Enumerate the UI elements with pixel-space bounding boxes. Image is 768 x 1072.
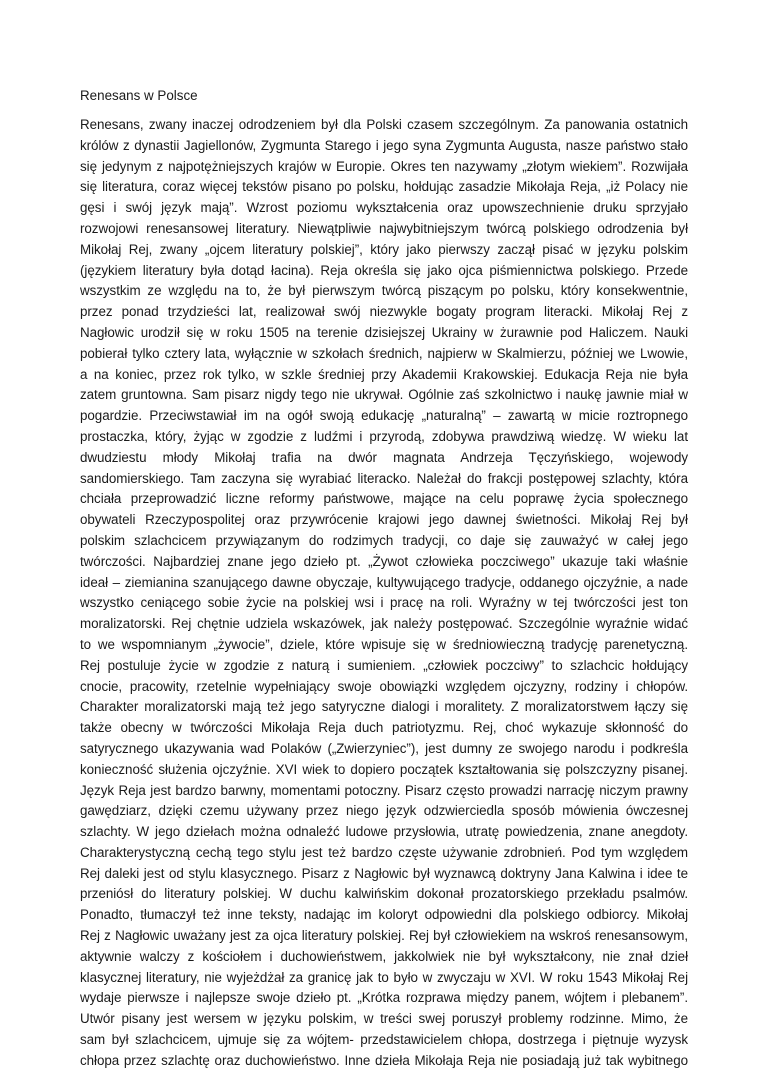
paragraph-line: aktywnie walczy z kościołem i duchowieństwem, jakkolwiek nie był wykształcony, nie znał dzieł bbox=[80, 948, 688, 964]
paragraph-line: klasycznej literatury, nie wyjeżdżał za granicę jak to było w zwyczaju w XVI. W roku 1543 Mikołaj Rej bbox=[80, 969, 688, 985]
paragraph-line: Renesans, zwany inaczej odrodzeniem był dla Polski czasem szczególnym. Za panowania ostatnich bbox=[80, 117, 688, 132]
paragraph-line: Nagłowic urodził się w roku 1505 na terenie dzisiejszej Ukrainy w żurawnie pod Haliczem. Nauki bbox=[80, 324, 688, 340]
document-body bbox=[80, 115, 688, 1072]
paragraph-line: pogardzie. Przeciwstawiał im na ogół swoją edukację „naturalną” – zawartą w micie roztropnego bbox=[80, 408, 688, 424]
paragraph-line: satyrycznego ukazywania wad Polaków („Zwierzyniec”), jest dumny ze swojego narodu i podkreśla bbox=[80, 740, 688, 756]
paragraph-line: Charakterystyczną cechą tego stylu jest też bardzo częste używanie zdrobnień. Pod tym względem bbox=[80, 844, 688, 860]
paragraph-line: sam był szlachcicem, ujmuje się za wójtem- przedstawicielem chłopa, dostrzega i piętnuje wyzysk bbox=[80, 1032, 688, 1048]
paragraph-line: konieczność służenia ojczyźnie. XVI wiek to dopiero początek kształtowania się polszczyzny pisanej. bbox=[80, 761, 688, 777]
paragraph-line: (językiem literatury była dotąd łacina). Reja określa się jako ojca piśmiennictwa polskiego. Przede bbox=[80, 262, 688, 278]
paragraph-line: się literatura, coraz więcej tekstów pisano po polsku, hołdując zasadzie Mikołaja Reja, „iż Polacy nie bbox=[80, 179, 688, 195]
paragraph-line: Mikołaj Rej, zwany „ojcem literatury polskiej”, który jako pierwszy zaczął pisać w języku polskim bbox=[80, 241, 688, 257]
paragraph-line: Ponadto, tłumaczył też inne teksty, nadając im koloryt odpowiedni dla polskiego odbiorcy. Mikołaj bbox=[80, 907, 688, 923]
paragraph-line: Rej daleki jest od stylu klasycznego. Pisarz z Nagłowic był wyznawcą doktryny Jana Kalwina i idee te bbox=[80, 865, 688, 881]
paragraph-line: polskim szlachcicem przywiązanym do rodzimych tradycji, co daje się zauważyć w całej jego bbox=[80, 532, 688, 548]
paragraph-line: także obecny w twórczości Mikołaja Reja duch patriotyzmu. Rej, choć wykazuje skłonność do bbox=[80, 720, 688, 736]
paragraph-line: gęsi i swój język mają”. Wzrost poziomu wykształcenia oraz upowszechnienie druku sprzyjało bbox=[80, 200, 688, 216]
document-page bbox=[80, 86, 688, 1072]
paragraph-line: ideał – ziemianina szanującego dawne obyczaje, kultywującego tradycje, oddanego ojczyźnie, a nade bbox=[80, 574, 688, 590]
paragraph-line: gawędziarz, dzięki czemu używany przez niego język odzwierciedla sposób mówienia ówczesnej bbox=[80, 803, 688, 819]
paragraph-line: moralizatorski. Rej chętnie udziela wskazówek, jak należy postępować. Szczególnie wyraźnie widać bbox=[80, 616, 688, 632]
paragraph-line: królów z dynastii Jagiellonów, Zygmunta Starego i jego syna Zygmunta Augusta, nasze państwo stało bbox=[80, 137, 688, 153]
paragraph-line: Rej postuluje życie w zgodzie z naturą i sumieniem. „człowiek poczciwy” to szlachcic hołdujący bbox=[80, 657, 688, 673]
paragraph-line: przeniósł do literatury polskiej. W duchu kalwińskim dokonał prozatorskiego przekładu psalmów. bbox=[80, 886, 688, 902]
paragraph-line: wszystko ceniącego sobie życie na polskiej wsi i pracę na roli. Wyraźny w tej twórczości jest ton bbox=[80, 595, 688, 611]
paragraph-line: dwudziestu młody Mikołaj trafia na dwór magnata Andrzeja Tęczyńskiego, wojewody bbox=[80, 449, 688, 465]
paragraph-line: zatem gruntowna. Sam pisarz nigdy tego nie ukrywał. Ogólnie zaś szkolnictwo i naukę jawnie miał w bbox=[80, 387, 688, 403]
paragraph-line: się jedynym z najpotężniejszych krajów w Europie. Okres ten nazywamy „złotym wiekiem”. Rozwijała bbox=[80, 158, 688, 174]
paragraph-line: Rej z Nagłowic uważany jest za ojca literatury polskiej. Rej był człowiekiem na wskroś renesansowym, bbox=[80, 928, 688, 944]
paragraph-line: wydaje pierwsze i najlepsze swoje dzieło pt. „Krótka rozprawa między panem, wójtem i plebanem”. bbox=[80, 990, 688, 1006]
paragraph-line: Charakter moralizatorski mają też jego satyryczne dialogi i moralitety. Z moralizatorstwem łączy się bbox=[80, 699, 688, 715]
paragraph-line: przez ponad trzydzieści lat, realizował swój niezwykle bogaty program literacki. Mikołaj Rej z bbox=[80, 304, 688, 320]
paragraph-line: pobierał tylko cztery lata, wyłącznie w szkołach średnich, najpierw w Skalmierzu, później we Lwowie, bbox=[80, 345, 688, 361]
paragraph-line: Język Reja jest bardzo barwny, momentami potoczny. Pisarz często prowadzi narrację niczym prawny bbox=[80, 782, 688, 798]
paragraph-line: chciała przeprowadzić liczne reformy państwowe, mające na celu poprawę życia społecznego bbox=[80, 491, 688, 507]
paragraph-line: rozwojowi renesansowej literatury. Niewątpliwie najwybitniejszym twórcą polskiego odrodzenia był bbox=[80, 220, 688, 236]
paragraph-line: to we wspomnianym „żywocie”, dziele, które wpisuje się w średniowieczną tradycję parenetyczną. bbox=[80, 636, 688, 652]
paragraph-line: a na koniec, przez rok tylko, w szkle średniej przy Akademii Krakowskiej. Edukacja Reja nie była bbox=[80, 366, 688, 382]
paragraph-line: obywateli Rzeczypospolitej oraz przywrócenie krajowi jego dawnej świetności. Mikołaj Rej był bbox=[80, 512, 688, 528]
paragraph-line: sandomierskiego. Tam zaczyna się wyrabiać literacko. Należał do frakcji postępowej szlachty, która bbox=[80, 470, 688, 486]
paragraph-line: prostaczka, który, żyjąc w zgodzie z ludźmi i przyrodą, zdobywa prawdziwą wiedzę. W wieku lat bbox=[80, 428, 688, 444]
paragraph-line: Utwór pisany jest wersem w języku polskim, w treści swej poruszył problemy rodzinne. Mimo, że bbox=[80, 1011, 688, 1027]
paragraph-line: cnocie, pracowity, rzetelnie wypełniający swoje obowiązki względem ojczyzny, rodziny i chłopów. bbox=[80, 678, 688, 694]
paragraph-line: szlachty. W jego dziełach można odnaleźć ludowe przysłowia, utratę powiedzenia, znane anegdoty. bbox=[80, 824, 688, 840]
paragraph-line: twórczości. Najbardziej znane jego dzieło pt. „Żywot człowieka poczciwego” ukazuje taki właśnie bbox=[80, 553, 688, 569]
document-title: Renesans w Polsce bbox=[80, 88, 198, 103]
paragraph-line: chłopa przez szlachtę oraz duchowieństwo. Inne dzieła Mikołaja Reja nie posiadają już tak wybitnego bbox=[80, 1052, 688, 1068]
paragraph-line: wszystkim ze względu na to, że był pierwszym twórcą piszącym po polsku, który konsekwentnie, bbox=[80, 283, 688, 299]
